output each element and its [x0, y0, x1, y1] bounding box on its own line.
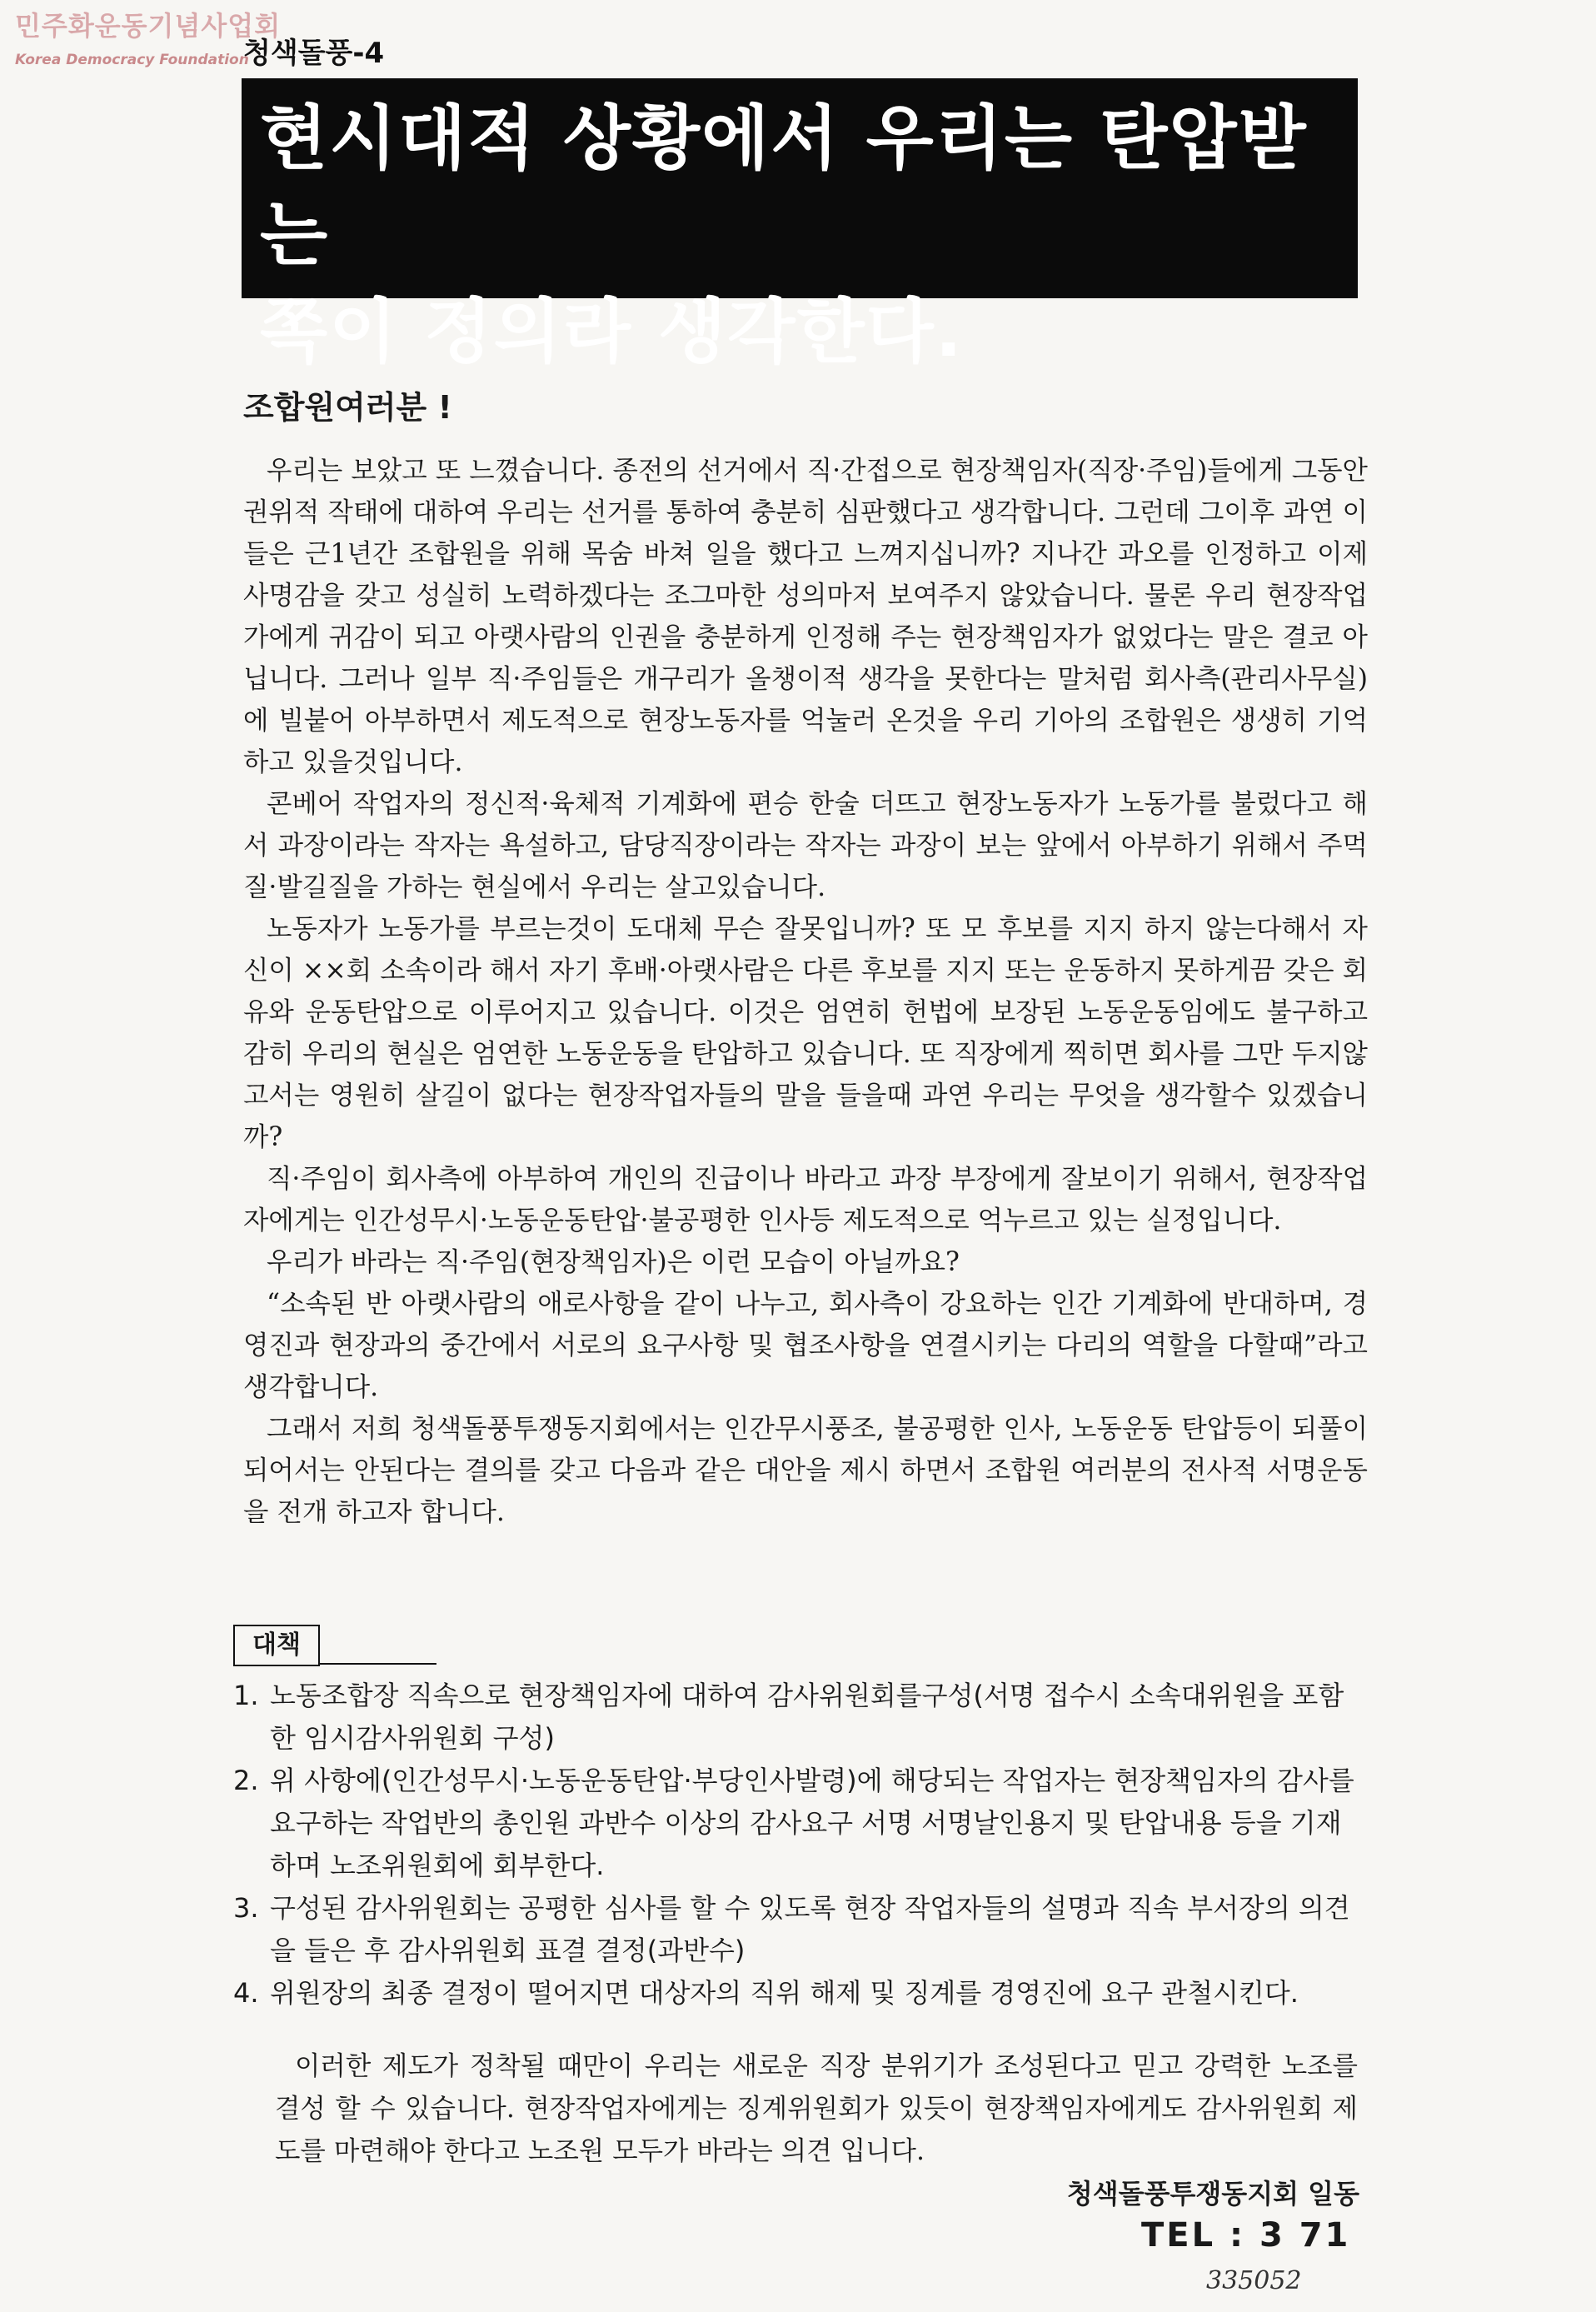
paragraph: 우리는 보았고 또 느꼈습니다. 종전의 선거에서 직·간접으로 현장책임자(직장·주임)들에게 그동안 권위적 작태에 대하여 우리는 선거를 통하여 충분히 심판했다고 생각합니다. 그런데 그이후 과연 이들은 근1년간 조합원을 위해 목숨 바쳐 일을 했다고 느껴지십니까? 지나간 과오를 인정하고 이제 사명감을 갖고 성실히 노력하겠다는 조그마한 성의마저 보여주지 않았습니다. 물론 우리 현장작업가에게 귀감이 되고 아랫사람의 인권을 충분하게 인정해 주는 현장책임자가 없었다는 말은 결코 아닙니다. 그러나 일부 직·주임들은 개구리가 올챙이적 생각을 못한다는 말처럼 회사측(관리사무실)에 빌붙어 아부하면서 제도적으로 현장노동자를 억눌러 온것을 우리 기아의 조합원은 생생히 기억하고 있을것입니다. — [243, 456, 1368, 777]
measure-number: 4. — [233, 1977, 259, 2009]
headline-line-1: 현시대적 상황에서 우리는 탄압받는 — [260, 97, 1308, 276]
signature: 청색돌풍투쟁동지회 일동 — [1066, 2178, 1359, 2210]
measure-number: 1. — [233, 1680, 259, 1711]
headline — [260, 90, 1343, 380]
measure-text: 노동조합장 직속으로 현장책임자에 대하여 감사위원회를구성(서명 접수시 소속대위원을 포함한 임시감사위원회 구성) — [270, 1680, 1344, 1754]
closing-text — [275, 2045, 1358, 2173]
measure-number: 2. — [233, 1765, 259, 1796]
closing-paragraph: 이러한 제도가 정착될 때만이 우리는 새로운 직장 분위기가 조성된다고 믿고 강력한 노조를 결성 할 수 있습니다. 현장작업자에게는 징계위원회가 있듯이 현장책임자에게도 감사위원회 제도를 마련해야 한다고 노조원 모두가 바라는 의견 입니다. — [275, 2051, 1358, 2166]
paragraph: “소속된 반 아랫사람의 애로사항을 같이 나누고, 회사측이 강요하는 인간 기계화에 반대하며, 경영진과 현장과의 중간에서 서로의 요구사항 및 협조사항을 연결시키는 다리의 역할을 다할때”라고 생각합니다. — [243, 1289, 1368, 1402]
series-label: 청색돌풍-4 — [243, 37, 385, 70]
headline-line-2: 쪽이 정의라 생각한다. — [260, 291, 964, 372]
measure-item — [233, 1972, 1366, 2015]
telephone: TEL : 3 71 — [1141, 2216, 1351, 2255]
measure-item — [233, 1675, 1366, 1760]
section-rule — [320, 1663, 436, 1665]
archive-number: 335052 — [1206, 2266, 1302, 2295]
paragraph: 노동자가 노동가를 부르는것이 도대체 무슨 잘못입니까? 또 모 후보를 지지 하지 않는다해서 자신이 ××회 소속이라 해서 자기 후배·아랫사람은 다른 후보를 지지 또는 운동하지 못하게끔 갖은 회유와 운동탄압으로 이루어지고 있습니다. 이것은 엄연히 헌법에 보장된 노동운동임에도 불구하고 감히 우리의 현실은 엄연한 노동운동을 탄압하고 있습니다. 또 직장에게 찍히면 회사를 그만 두지않고서는 영원히 살길이 없다는 현장작업자들의 말을 들을때 과연 우리는 무엇을 생각할수 있겠습니까? — [243, 914, 1368, 1152]
paragraph: 직·주임이 회사측에 아부하여 개인의 진급이나 바라고 과장 부장에게 잘보이기 위해서, 현장작업자에게는 인간성무시·노동운동탄압·불공평한 인사등 제도적으로 억누르고 있는 실정입니다. — [243, 1164, 1368, 1236]
watermark-korean: 민주화운동기념사업회 — [15, 10, 282, 42]
measure-text: 구성된 감사위원회는 공평한 심사를 할 수 있도록 현장 작업자들의 설명과 직속 부서장의 의견을 들은 후 감사위원회 표결 결정(과반수) — [270, 1892, 1350, 1966]
measures-list — [233, 1675, 1366, 2015]
measure-number: 3. — [233, 1892, 259, 1924]
paragraph: 우리가 바라는 직·주임(현장책임자)은 이런 모습이 아닐까요? — [267, 1247, 960, 1277]
section-label: 대책 — [233, 1625, 320, 1666]
measure-text: 위원장의 최종 결정이 떨어지면 대상자의 직위 해제 및 징계를 경영진에 요구 관철시킨다. — [270, 1977, 1299, 2009]
measure-item — [233, 1887, 1366, 1972]
paragraph: 콘베어 작업자의 정신적·육체적 기계화에 편승 한술 더뜨고 현장노동자가 노동가를 불렀다고 해서 과장이라는 작자는 욕설하고, 담당직장이라는 작자는 과장이 보는 앞에서 아부하기 위해서 주먹질·발길질을 가하는 현실에서 우리는 살고있습니다. — [243, 789, 1368, 902]
paragraph: 그래서 저희 청색돌풍투쟁동지회에서는 인간무시풍조, 불공평한 인사, 노동운동 탄압등이 되풀이 되어서는 안된다는 결의를 갖고 다음과 같은 대안을 제시 하면서 조합원 여러분의 전사적 서명운동을 전개 하고자 합니다. — [243, 1414, 1368, 1527]
measure-item — [233, 1760, 1366, 1887]
watermark-english: Korea Democracy Foundation — [15, 52, 249, 68]
measure-text: 위 사항에(인간성무시·노동운동탄압·부당인사발령)에 해당되는 작업자는 현장책임자의 감사를 요구하는 작업반의 총인원 과반수 이상의 감사요구 서명 서명날인용지 및 탄압내용 등을 기재하며 노조위원회에 회부한다. — [270, 1765, 1354, 1881]
body-text — [243, 450, 1368, 1533]
greeting: 조합원여러분 ! — [243, 389, 452, 426]
